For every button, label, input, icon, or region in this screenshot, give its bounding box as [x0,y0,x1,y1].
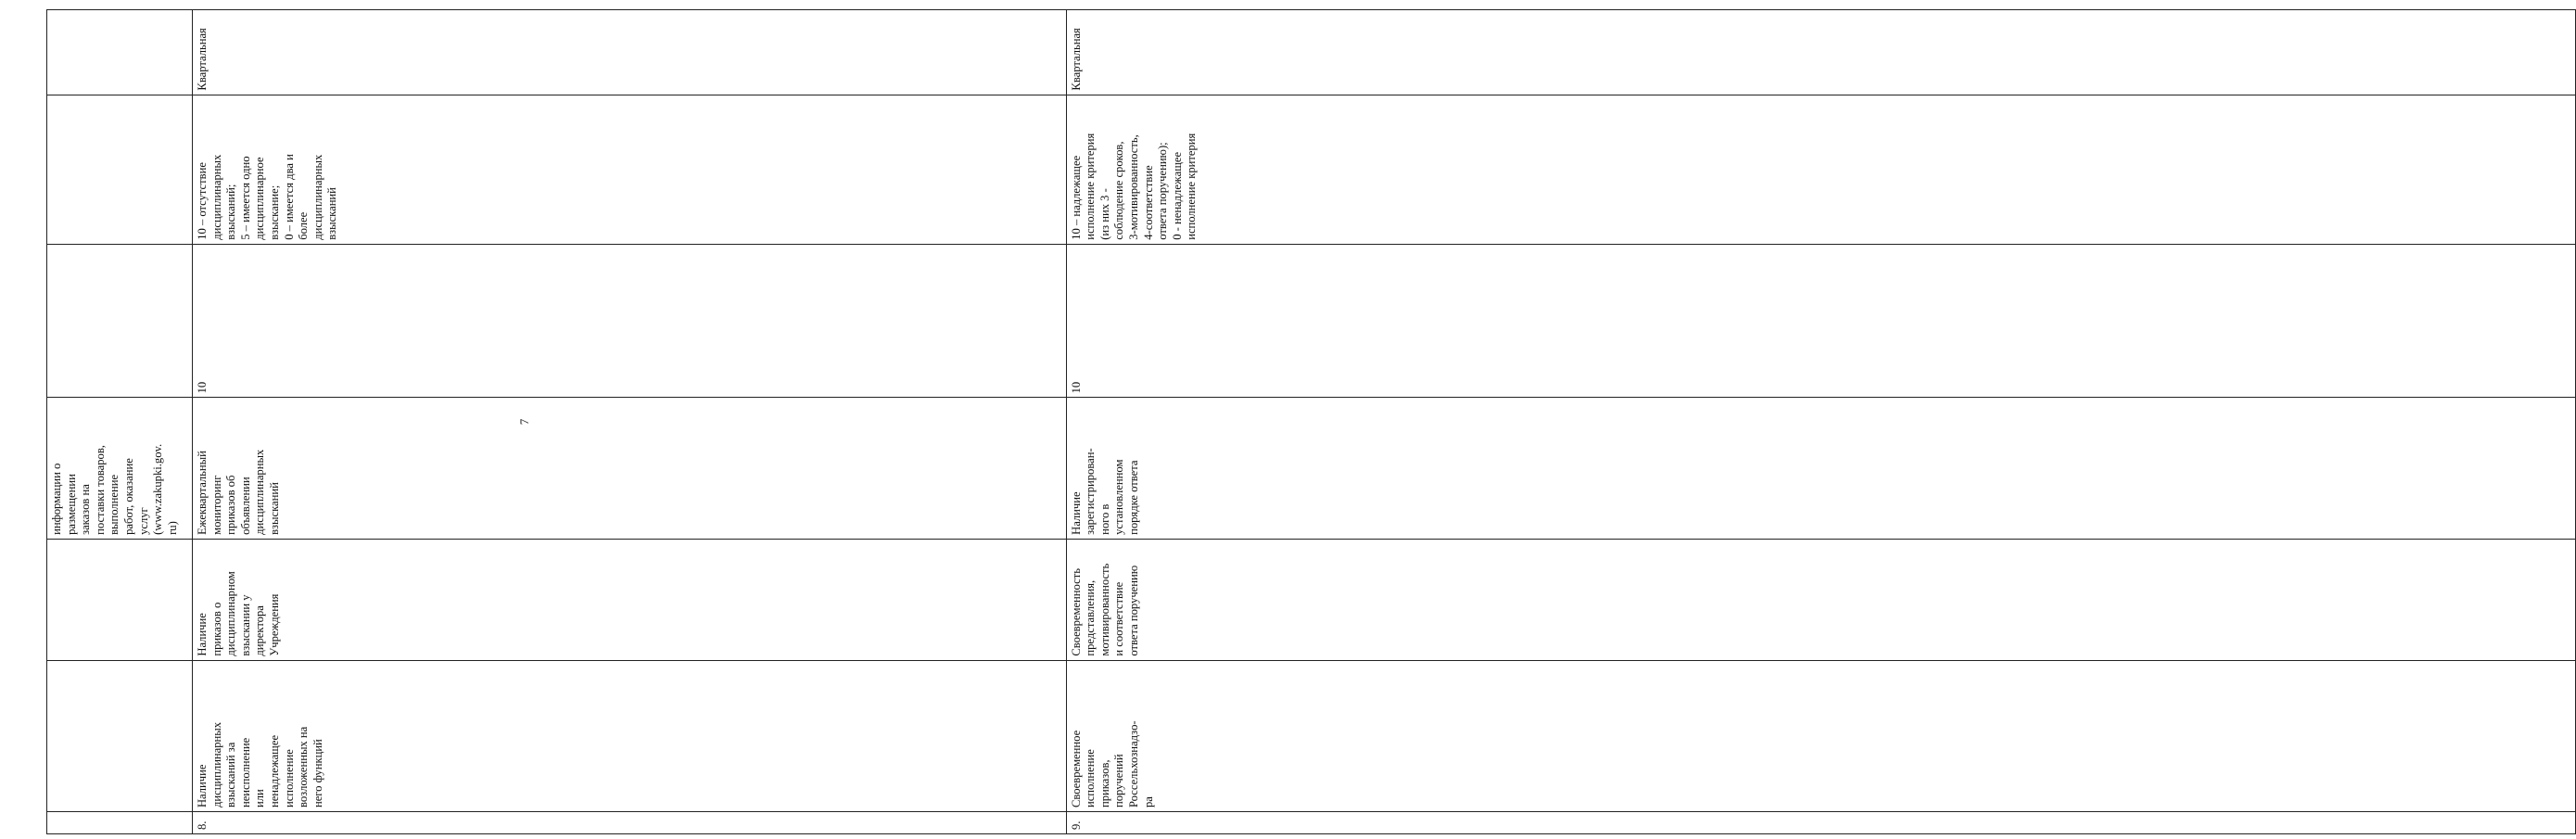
row-number: 9. [1069,820,1083,830]
calculation-method: Наличие зарегистрирован- ного в установленном порядке ответа [1069,448,1140,535]
max-score: 10 [1069,381,1083,394]
cell-num [1066,812,2576,834]
cell-source [1066,539,2576,660]
data-source: Своевременность представления, мотивированность и соответствие ответа поручению [1069,563,1140,656]
cell-name [1066,660,2576,811]
cell-score [47,244,193,398]
calculation-method: Ежеквартальный мониторинг приказов об объявлении дисциплинарных взысканий [196,449,281,535]
criteria-table [46,9,2576,834]
cell-num [47,812,193,834]
indicator-name: Своевременное исполнение приказов, поручений Россельхознадзо- ра [1069,720,1155,808]
score-criteria: 10 – надлежащее исполнение критерия (из них 3 - соблюдение сроков, 3-мотивированность, 4-соответствие ответа поручению); 0 - ненадлежащее исполнение критерия [1069,133,1199,240]
cell-period [47,10,193,95]
cell-method [1066,398,2576,540]
cell-criteria [47,95,193,244]
cell-score [1066,244,2576,398]
table-row [193,10,1067,834]
cell-score [193,244,1067,398]
cell-method [47,398,193,540]
cell-num [193,812,1067,834]
row-number: 8. [196,820,209,830]
indicator-name: Наличие дисциплинарных взысканий за неисполнение или ненадлежащее исполнение возложенных на него функций [196,721,324,808]
method-text: информации о размещении заказов на поставки товаров, выполнение работ, оказание услуг (www.zakupki.gov. ru) [50,443,179,535]
page-number: 7 [517,418,531,426]
cell-criteria [1066,95,2576,244]
cell-source [47,539,193,660]
max-score: 10 [196,381,209,394]
cell-method [193,398,1067,540]
cell-name [47,660,193,811]
score-criteria: 10 – отсутствие дисциплинарных взысканий; 5 – имеется одно дисциплинарное взыскание; 0 – имеется два и более дисциплинарных взысканий [196,154,339,240]
cell-criteria [193,95,1067,244]
periodicity: Квартальная [196,28,209,91]
data-source: Наличие приказов о дисциплинарном взыскании у директора Учреждения [196,571,281,656]
table-row [1066,10,2576,834]
cell-name [193,660,1067,811]
table-row-continuation [47,10,193,834]
cell-source [193,539,1067,660]
rotated-page [46,0,1199,834]
periodicity: Квартальная [1069,28,1083,91]
cell-period [193,10,1067,95]
cell-period [1066,10,2576,95]
